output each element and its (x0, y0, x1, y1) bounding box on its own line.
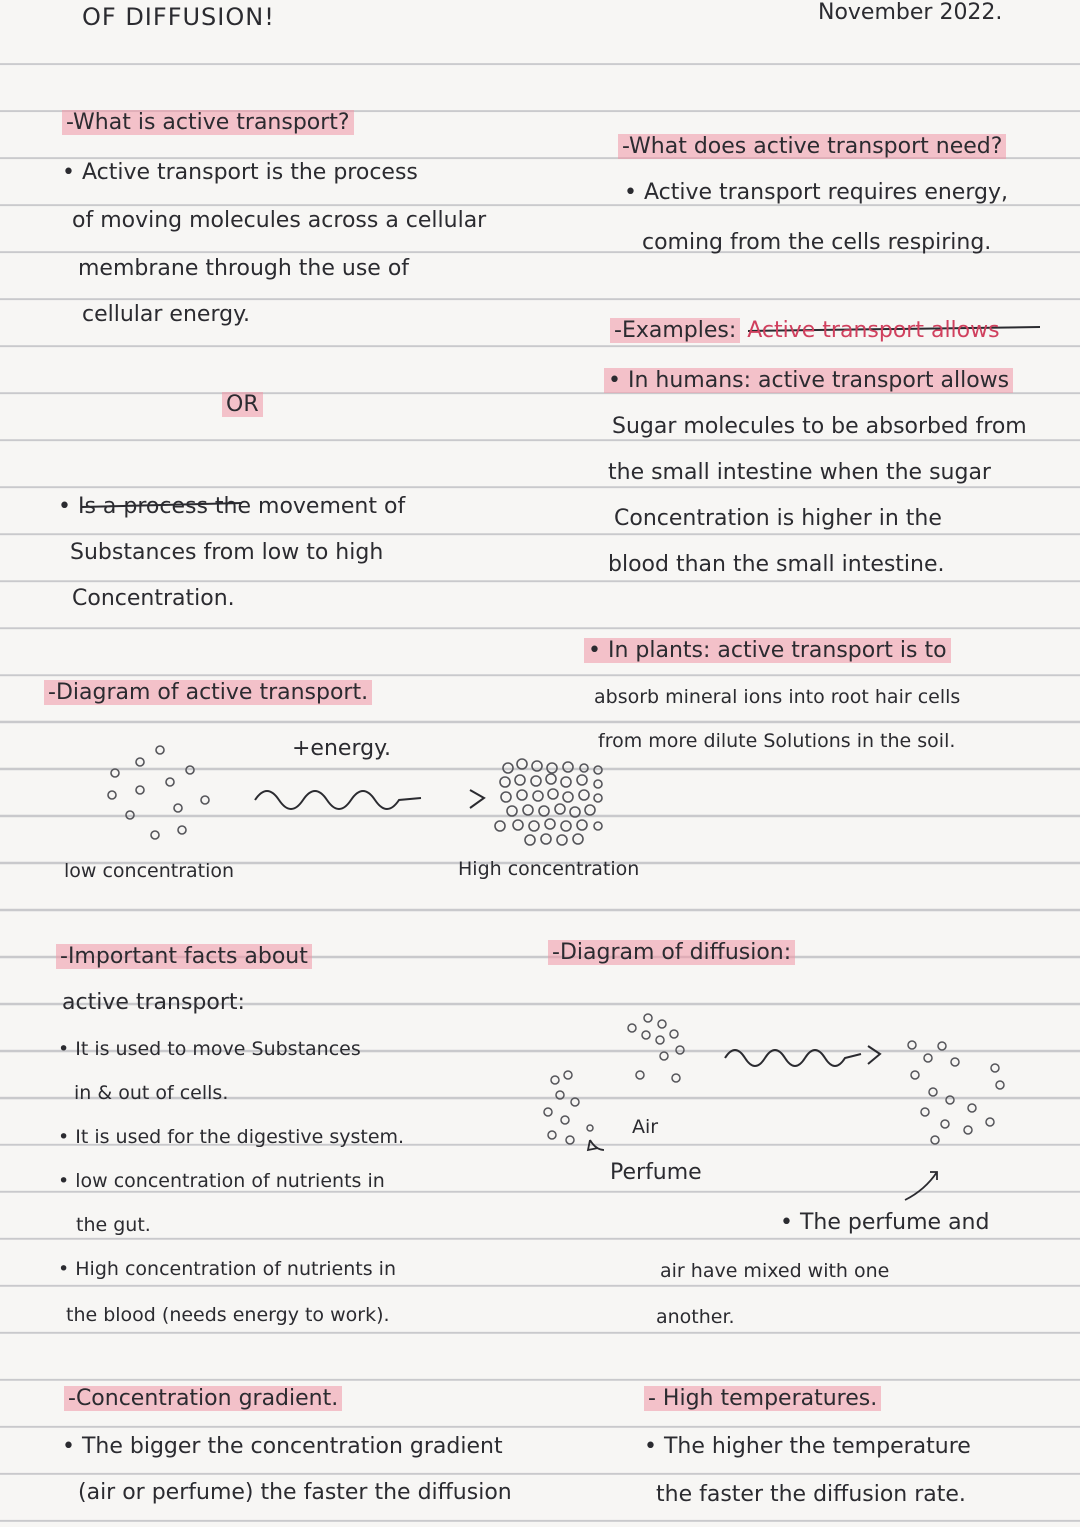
diffusion-title-text: -Diagram of diffusion: (548, 940, 795, 965)
temperature-line-1: • The higher the temperature (644, 1434, 971, 1459)
air-label: Air (632, 1116, 659, 1138)
humans-line-1-text: • In humans: active transport allows (604, 368, 1013, 393)
fact-line-3: in & out of cells. (74, 1082, 229, 1104)
definition-line-3: membrane through the use of (78, 256, 410, 281)
fact-line-7: • High concentration of nutrients in (58, 1258, 397, 1280)
mixed-pointer-arrow (905, 1172, 937, 1200)
definition-line-2: of moving molecules across a cellular (72, 208, 487, 233)
plants-line-3: from more dilute Solutions in the soil. (598, 730, 956, 752)
or-divider (222, 392, 263, 418)
question-need-text: -What does active transport need? (618, 134, 1006, 159)
plants-line-2: absorb mineral ions into root hair cells (594, 686, 961, 708)
fact-line-2: • It is used to move Substances (58, 1038, 361, 1060)
facts-title (56, 944, 312, 970)
alt-definition-line-3: Concentration. (72, 586, 235, 611)
temperature-title-text: - High temperatures. (644, 1386, 881, 1411)
perfume-label: Perfume (610, 1160, 702, 1185)
examples-heading (610, 318, 1000, 344)
definition-line-1: • Active transport is the process (62, 160, 418, 185)
page-title: OF DIFFUSION! (82, 3, 275, 31)
low-concentration-particles (108, 746, 209, 839)
fact-line-8: the blood (needs energy to work). (66, 1304, 390, 1326)
humans-line-2: Sugar molecules to be absorbed from (612, 414, 1027, 439)
alt-definition-line-1: • Is a process the movement of (58, 494, 406, 519)
question-what-is-active-transport (62, 110, 354, 136)
facts-title-text: -Important facts about (56, 944, 312, 969)
need-line-1: • Active transport requires energy, (624, 180, 1008, 205)
question-text: -What is active transport? (62, 110, 354, 135)
diagram-title-text: -Diagram of active transport. (44, 680, 372, 705)
diffusion-wavy-arrow (725, 1046, 880, 1066)
mixed-particles (908, 1041, 1004, 1144)
energy-wavy-arrow (255, 790, 484, 809)
gradient-title (64, 1386, 342, 1412)
high-concentration-label: High concentration (458, 858, 640, 880)
mixed-line-1: • The perfume and (780, 1210, 990, 1235)
low-concentration-label: low concentration (64, 860, 235, 882)
fact-line-6: the gut. (76, 1214, 151, 1236)
question-what-does-active-transport-need (618, 134, 1006, 160)
need-line-2: coming from the cells respiring. (642, 230, 992, 255)
alt-definition-line-2: Substances from low to high (70, 540, 384, 565)
perfume-particles (544, 1071, 593, 1144)
perfume-pointer-arrow (588, 1140, 604, 1150)
gradient-line-1: • The bigger the concentration gradient (62, 1434, 503, 1459)
or-text: OR (222, 392, 263, 417)
temperature-line-2: the faster the diffusion rate. (656, 1482, 966, 1507)
gradient-title-text: -Concentration gradient. (64, 1386, 342, 1411)
energy-label: +energy. (292, 736, 391, 761)
mixed-line-3: another. (656, 1306, 735, 1328)
plants-line-1-text: • In plants: active transport is to (584, 638, 951, 663)
high-concentration-particles (495, 759, 602, 845)
humans-line-4: Concentration is higher in the (614, 506, 942, 531)
gradient-line-2: (air or perfume) the faster the diffusion (78, 1480, 512, 1505)
air-particles (628, 1014, 684, 1082)
examples-title-text: -Examples: (610, 318, 740, 343)
diagram-active-transport-title (44, 680, 372, 706)
fact-line-4: • It is used for the digestive system. (58, 1126, 405, 1148)
page-date: November 2022. (818, 0, 1003, 25)
humans-line-5: blood than the small intestine. (608, 552, 945, 577)
humans-line-1 (604, 368, 1013, 394)
examples-struck-text: Active transport allows (747, 318, 1000, 343)
temperature-title (644, 1386, 881, 1412)
humans-line-3: the small intestine when the sugar (608, 460, 991, 485)
mixed-line-2: air have mixed with one (660, 1260, 890, 1282)
plants-line-1 (584, 638, 951, 664)
fact-line-1: active transport: (62, 990, 245, 1015)
diagram-diffusion-title (548, 940, 795, 966)
fact-line-5: • low concentration of nutrients in (58, 1170, 385, 1192)
definition-line-4: cellular energy. (82, 302, 250, 327)
